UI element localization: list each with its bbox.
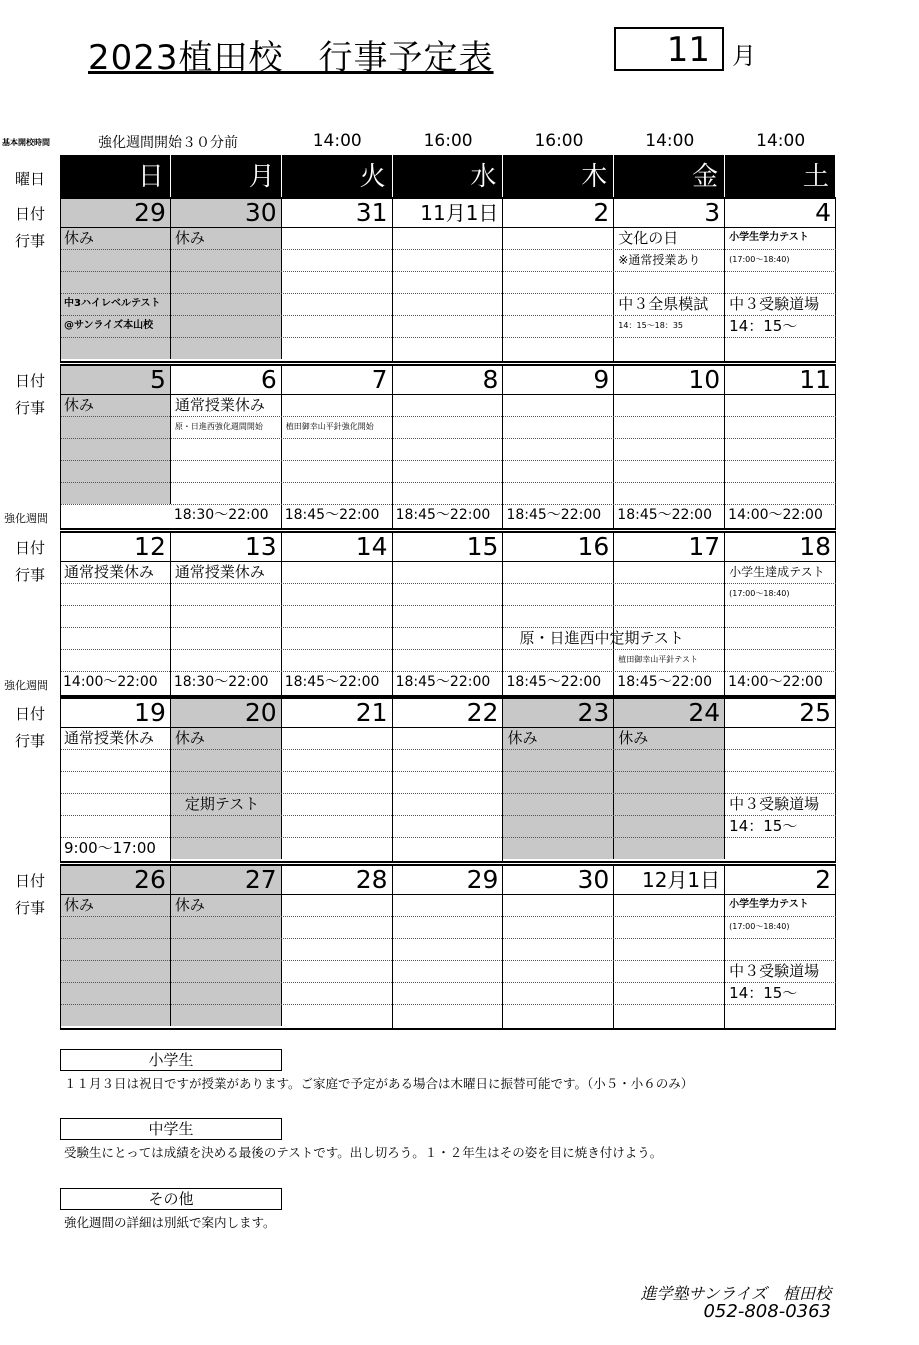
grid-line (60, 293, 836, 294)
date-row-label: 日付 (14, 705, 45, 723)
grid-line (60, 697, 61, 862)
event-text: 休み (174, 729, 205, 747)
grid-line (60, 861, 836, 863)
intensive-hours: 18:45～22:00 (617, 674, 712, 690)
note-section-text: １１月３日は祝日ですが授業があります。ご家庭で予定がある場合は木曜日に振替可能です。（小５・小６のみ） (64, 1076, 694, 1091)
event-text: 休み (618, 729, 649, 747)
event-text: 原・日進西中定期テスト (519, 629, 684, 647)
day-number: 11 (799, 365, 832, 394)
opening-time: 14:00 (312, 131, 362, 151)
day-number: 14 (355, 532, 388, 561)
grid-line (60, 531, 61, 696)
grid-line (60, 361, 836, 363)
grid-line (60, 960, 836, 961)
day-number: 11月1日 (420, 201, 499, 225)
event-text: 14：15～ (729, 984, 798, 1002)
opening-hours-label: 基本開校時間 (2, 138, 50, 147)
grid-line (60, 982, 836, 983)
grid-line (60, 249, 836, 250)
event-text: 中３受験道場 (729, 295, 820, 313)
event-text: 休み (174, 229, 205, 247)
intensive-hours: 14:00～22:00 (728, 674, 823, 690)
weekday-header: 火 (282, 155, 393, 197)
intensive-hours: 18:30～22:00 (173, 507, 269, 523)
event-text: 小学生達成テスト (729, 565, 825, 579)
event-text: 9:00～17:00 (64, 839, 156, 857)
intensive-hours: 18:45～22:00 (506, 507, 602, 523)
weekday-header-row (60, 155, 836, 197)
grid-line (60, 605, 836, 606)
grid-line (60, 938, 836, 939)
grid-line (60, 837, 836, 838)
event-text: 通常授業休み (64, 563, 155, 581)
event-text: (17:00～18:40) (729, 922, 790, 931)
event-row-label: 行事 (14, 232, 45, 250)
event-text: 14：15～18：35 (618, 321, 684, 330)
event-text: 小学生学力テスト (729, 232, 809, 243)
note-section-label: 小学生 (60, 1049, 282, 1071)
weekday-header: 月 (171, 155, 282, 197)
event-text: 通常授業休み (174, 563, 265, 581)
footer-phone: 052-808-0363 (703, 1301, 831, 1322)
intensive-hours: 18:45～22:00 (506, 674, 602, 690)
event-row-label: 行事 (14, 399, 45, 417)
event-text: 14：15～ (729, 317, 798, 335)
date-row-label: 日付 (14, 539, 45, 557)
event-text: 通常授業休み (64, 729, 155, 747)
event-text: 植田御幸山平針強化開始 (285, 422, 374, 431)
intensive-hours: 18:45～22:00 (284, 507, 380, 523)
event-row-label: 行事 (14, 566, 45, 584)
day-number: 30 (244, 198, 277, 227)
event-text: @サンライズ本山校 (64, 320, 154, 331)
grid-line (60, 197, 61, 362)
event-text: 植田御幸山平針テスト (618, 655, 698, 664)
weekday-row-label: 曜日 (14, 170, 45, 188)
grid-line (60, 627, 836, 628)
event-text: 文化の日 (618, 229, 679, 247)
day-number: 18 (799, 532, 832, 561)
day-number: 29 (134, 198, 166, 227)
intensive-hours: 14:00～22:00 (728, 507, 823, 523)
event-text: (17:00～18:40) (729, 255, 790, 264)
event-text: 休み (507, 729, 538, 747)
grid-line (60, 438, 836, 439)
grid-line (60, 1004, 836, 1005)
grid-line (60, 793, 836, 794)
weekday-header: 日 (60, 155, 171, 197)
day-number: 30 (577, 865, 610, 894)
intensive-hours: 18:45～22:00 (395, 674, 491, 690)
day-number: 22 (466, 698, 499, 727)
grid-line (60, 916, 836, 917)
day-number: 12月1日 (641, 868, 721, 892)
day-number: 9 (593, 365, 610, 394)
intensive-hours: 18:45～22:00 (284, 674, 380, 690)
opening-time: 14:00 (645, 131, 695, 151)
day-number: 23 (577, 698, 610, 727)
event-text: 中3ハイレベルテスト (64, 298, 161, 309)
opening-time: 14:00 (756, 131, 806, 151)
grid-line (60, 749, 836, 750)
intensive-week-label: 強化週間 (4, 679, 48, 692)
event-text: 休み (64, 896, 95, 914)
day-number: 24 (688, 698, 721, 727)
grid-line (60, 697, 836, 699)
intensive-hours: 18:45～22:00 (395, 507, 491, 523)
grid-line (60, 649, 836, 650)
event-text: 定期テスト (184, 795, 260, 813)
grid-line (60, 771, 836, 772)
day-number: 29 (466, 865, 499, 894)
grid-line (60, 315, 836, 316)
event-text: 休み (64, 229, 95, 247)
grid-line (60, 864, 836, 866)
day-number: 15 (466, 532, 499, 561)
event-text: 14：15～ (729, 817, 798, 835)
day-number: 3 (704, 198, 721, 227)
day-number: 2 (815, 865, 832, 894)
intensive-hours: 18:30～22:00 (173, 674, 269, 690)
opening-hours-note: 強化週間開始３０分前 (98, 135, 238, 151)
grid-line (60, 528, 836, 530)
day-number: 8 (482, 365, 499, 394)
date-row-label: 日付 (14, 205, 45, 223)
note-section-label: その他 (60, 1188, 282, 1210)
page-title: 2023植田校 行事予定表 (88, 38, 494, 78)
grid-line (60, 197, 836, 199)
grid-line (60, 1028, 836, 1030)
day-number: 17 (688, 532, 721, 561)
day-number: 28 (355, 865, 388, 894)
event-text: ※通常授業あり (618, 253, 701, 267)
note-section-text: 受験生にとっては成績を決める最後のテストです。出し切ろう。１・２年生はその姿を目に焼き付けよう。 (64, 1145, 663, 1160)
day-number: 2 (593, 198, 610, 227)
grid-line (60, 583, 836, 584)
day-number: 20 (244, 698, 277, 727)
event-text: 中３受験道場 (729, 795, 820, 813)
day-number: 27 (244, 865, 277, 894)
event-text: 原・日進西強化週間開始 (174, 422, 263, 431)
grid-line (60, 364, 61, 529)
weekday-header: 水 (393, 155, 504, 197)
day-number: 4 (815, 198, 832, 227)
event-row-label: 行事 (14, 899, 45, 917)
grid-line (60, 482, 836, 483)
day-number: 16 (577, 532, 610, 561)
day-number: 12 (134, 532, 166, 561)
grid-line (60, 864, 61, 1029)
event-text: 休み (64, 396, 95, 414)
date-row-label: 日付 (14, 872, 45, 890)
event-text: (17:00～18:40) (729, 589, 790, 598)
grid-line (60, 364, 836, 366)
note-section-label: 中学生 (60, 1118, 282, 1140)
day-number: 26 (134, 865, 166, 894)
intensive-hours: 18:45～22:00 (617, 507, 712, 523)
day-number: 31 (355, 198, 388, 227)
day-number: 6 (260, 365, 277, 394)
day-number: 7 (371, 365, 388, 394)
event-text: 中３受験道場 (729, 962, 820, 980)
date-row-label: 日付 (14, 372, 45, 390)
day-number: 13 (244, 532, 277, 561)
month-unit: 月 (732, 42, 756, 70)
day-number: 5 (149, 365, 166, 394)
weekday-header: 土 (725, 155, 836, 197)
weekday-header: 金 (614, 155, 725, 197)
note-section-text: 強化週間の詳細は別紙で案内します。 (64, 1215, 276, 1230)
day-number: 25 (799, 698, 832, 727)
day-number: 19 (134, 698, 166, 727)
month-value: 11 (614, 27, 724, 71)
event-text: 休み (174, 896, 205, 914)
day-number: 10 (688, 365, 721, 394)
grid-line (60, 460, 836, 461)
opening-time: 16:00 (534, 131, 584, 151)
grid-line (60, 815, 836, 816)
opening-time: 16:00 (423, 131, 473, 151)
intensive-hours: 14:00～22:00 (63, 674, 158, 690)
intensive-week-label: 強化週間 (4, 512, 48, 525)
grid-line (60, 531, 836, 533)
weekday-header: 木 (503, 155, 614, 197)
event-row-label: 行事 (14, 732, 45, 750)
footer-school-name: 進学塾サンライズ 植田校 (640, 1284, 831, 1303)
event-text: 通常授業休み (174, 396, 265, 414)
grid-line (60, 271, 836, 272)
event-text: 小学生学力テスト (729, 899, 809, 910)
event-text: 中３全県模試 (618, 295, 709, 313)
grid-line (60, 337, 836, 338)
day-number: 21 (355, 698, 388, 727)
